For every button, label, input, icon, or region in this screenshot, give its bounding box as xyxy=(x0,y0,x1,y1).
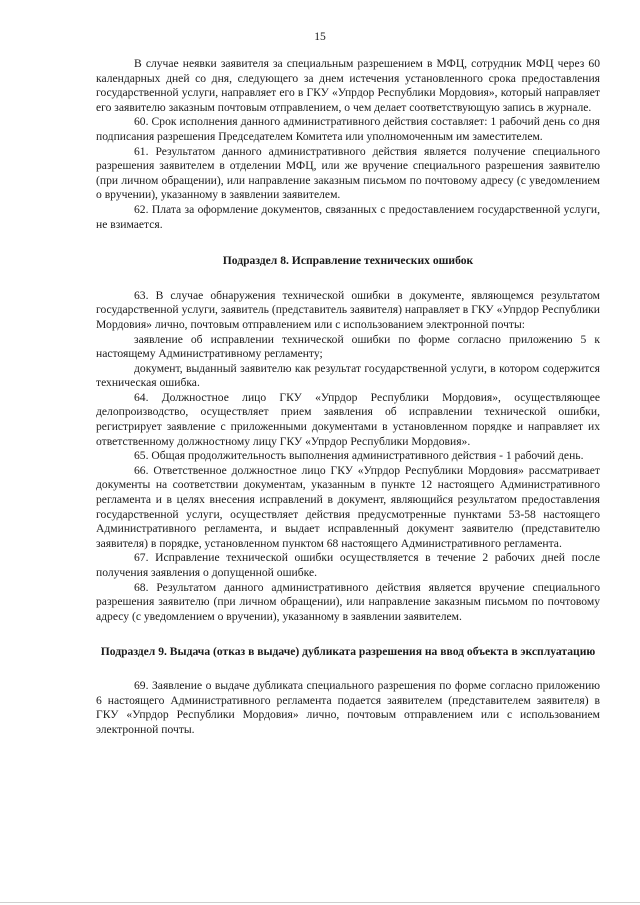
page-number: 15 xyxy=(314,30,326,43)
paragraph-63-item-document: документ, выданный заявителю как результат государственной услуги, в котором содержится техническая ошибка. xyxy=(96,361,600,390)
paragraph-68: 68. Результатом данного административного действия является вручение специального разрешения заявителю (при личном обращении), или направление заказным письмом по почтовому адресу (с уведомлением о вручении), указанному в заявлении заявителем. xyxy=(96,580,600,623)
paragraph-66: 66. Ответственное должностное лицо ГКУ «Упрдор Республики Мордовия» рассматривает документы на соответствии документам, указанным в пункте 12 настоящего Административного регламента и в целях внесения исправлений в документ, являющийся результатом предоставления государственной услуги, осуществляет действия предусмотренные пунктами 53-58 настоящего Административного регламента, и выдает исправленный документ заявителю (представителю заявителя) в порядке, установленном пунктом 68 настоящего Административного регламента. xyxy=(96,463,600,550)
paragraph-63-item-application: заявление об исправлении технической ошибки по форме согласно приложению 5 к настоящему Административному регламенту; xyxy=(96,332,600,361)
subsection-8-title: Подраздел 8. Исправление технических ошибок xyxy=(222,254,474,268)
paragraph-62: 62. Плата за оформление документов, связанных с предоставлением государственной услуги, не взимается. xyxy=(96,202,600,231)
document-body xyxy=(96,57,600,737)
paragraph-mfc-non-appearance: В случае неявки заявителя за специальным разрешением в МФЦ, сотрудник МФЦ через 60 календарных дней со дня, следующего за днем истечения установленного срока предоставления государственной услуги, направляет его в ГКУ «Упрдор Республики Мордовия», который направляет его заявителю заказным почтовым отправлением, о чем делает соответствующую запись в журнале. xyxy=(96,57,600,114)
subsection-9-title: Подраздел 9. Выдача (отказ в выдаче) дубликата разрешения на ввод объекта в эксплуатацию xyxy=(100,645,596,659)
paragraph-65: 65. Общая продолжительность выполнения административного действия - 1 рабочий день. xyxy=(134,449,584,463)
paragraph-61: 61. Результатом данного административного действия является получение специального разрешения заявителем в отделении МФЦ, или же вручение специального разрешения заявителю (при личном обращении), или направление заказным письмом по почтовому адресу (с уведомлением о вручении), указанному в заявлении заявителем. xyxy=(96,144,600,202)
paragraph-69: 69. Заявление о выдаче дубликата специального разрешения по форме согласно приложению 6 настоящего Административного регламента подается заявителем (представителем заявителя) в ГКУ «Упрдор Республики Мордовия» лично, почтовым отправлением или с использованием электронной почты. xyxy=(96,678,600,736)
paragraph-63: 63. В случае обнаружения технической ошибки в документе, являющемся результатом государственной услуги, заявитель (представитель заявителя) направляет в ГКУ «Упрдор Республики Мордовия» лично, почтовым отправлением или с использованием электронной почты: xyxy=(96,288,600,331)
paragraph-64: 64. Должностное лицо ГКУ «Упрдор Республики Мордовия», осуществляющее делопроизводство, осуществляет прием заявления об исправлении технической ошибки, регистрирует заявление с приложенными документами в установленном порядке и направляет их ответственному должностному лицу ГКУ «Упрдор Республики Мордовия». xyxy=(96,390,600,448)
paragraph-60: 60. Срок исполнения данного административного действия составляет: 1 рабочий день со дня подписания разрешения Председателем Комитета или уполномоченным им заместителем. xyxy=(96,115,600,143)
paragraph-67: 67. Исправление технической ошибки осуществляется в течение 2 рабочих дней после получения заявления о допущенной ошибке. xyxy=(96,551,600,579)
page-bottom-edge xyxy=(0,902,640,903)
